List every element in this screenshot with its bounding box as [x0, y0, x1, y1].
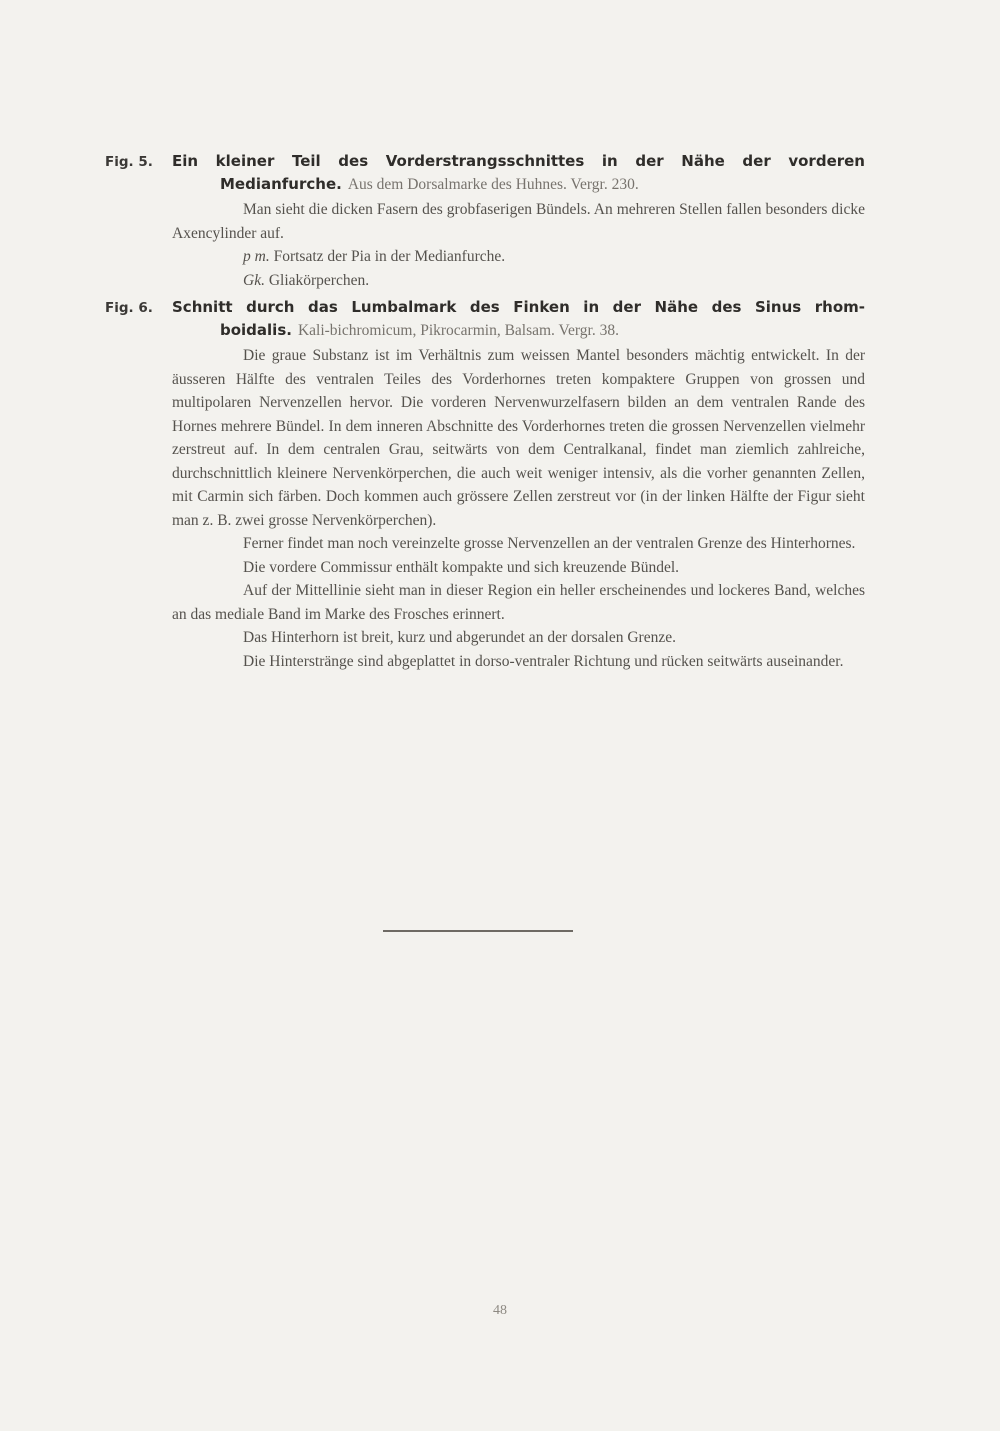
- figure-5-legend-gk: [243, 269, 865, 293]
- figure-5-heading-line2: Medianfurche.: [220, 175, 342, 193]
- figure-6-heading-line1: Schnitt durch das Lumbalmark des Finken in der Nähe des Sinus rhom-: [172, 298, 865, 316]
- figure-6-heading-line2: boidalis.: [220, 321, 292, 339]
- legend-abbr: Gk.: [243, 271, 265, 289]
- figure-6-caption: [105, 296, 865, 673]
- figure-5-heading-line1: Ein kleiner Teil des Vorderstrangsschnittes in der Nähe der vorderen: [172, 152, 865, 170]
- figure-6-paragraph-4: Auf der Mittellinie sieht man in dieser Region ein heller erscheinendes und lockeres Band, welches an das mediale Band im Marke des Frosches erinnert.: [172, 582, 865, 623]
- legend-text: Gliakörperchen.: [268, 271, 370, 289]
- figure-6-label: Fig. 6.: [105, 300, 153, 316]
- page-number: 48: [493, 1303, 507, 1318]
- legend-abbr: p m.: [243, 248, 270, 265]
- figure-6-paragraph-6: Die Hinterstränge sind abgeplattet in dorso-ventraler Richtung und rücken seitwärts auseinander.: [243, 652, 844, 670]
- figure-6-header: [105, 296, 865, 342]
- figure-6-paragraph-3: Die vordere Commissur enthält kompakte und sich kreuzende Bündel.: [243, 558, 680, 576]
- figure-5-caption: [105, 150, 865, 292]
- figure-5-meta: Aus dem Dorsalmarke des Huhnes. Vergr. 230.: [347, 176, 639, 193]
- figure-6-paragraph-1: Die graue Substanz ist im Verhältnis zum weissen Mantel besonders mächtig entwickelt. In der äusseren Hälfte des ventralen Teiles des Vorderhornes treten kompaktere Gruppen von grossen und multipolaren Nervenzellen hervor. Die vorderen Nervenwurzelfasern bilden an dem ventralen Rande des Hornes mehrere Bündel. In dem inneren Abschnitte des Vorderhornes treten die grossen Nervenzellen vielmehr zerstreut auf. In dem centralen Grau, seitwärts von dem Centralkanal, findet man ziemlich zahlreiche, durchschnittlich kleinere Nervenkörperchen, die auch weit weniger intensiv, als die vorher genannten Zellen, mit Carmin sich färben. Doch kommen auch grössere Zellen zerstreut vor (in der linken Hälfte der Figur sieht man z. B. zwei grosse Nervenkörperchen).: [172, 347, 865, 529]
- figure-5-label: Fig. 5.: [105, 154, 153, 170]
- legend-text: Fortsatz der Pia in der Medianfurche.: [273, 248, 506, 265]
- figure-5-paragraph: Man sieht die dicken Fasern des grobfaserigen Bündels. An mehreren Stellen fallen besonders dicke Axencylinder auf.: [172, 201, 865, 242]
- figure-6-paragraph-2: Ferner findet man noch vereinzelte grosse Nervenzellen an der ventralen Grenze des Hinterhornes.: [243, 535, 856, 552]
- figure-5-header: [105, 150, 865, 196]
- figure-5-legend-pm: [243, 245, 865, 269]
- figure-5-heading: [172, 150, 865, 196]
- figure-6-heading: [172, 296, 865, 342]
- section-divider-rule: [383, 930, 573, 932]
- figure-6-paragraph-5: Das Hinterhorn ist breit, kurz und abgerundet an der dorsalen Grenze.: [243, 629, 676, 646]
- figure-6-meta: Kali-bichromicum, Pikrocarmin, Balsam. Vergr. 38.: [297, 322, 619, 339]
